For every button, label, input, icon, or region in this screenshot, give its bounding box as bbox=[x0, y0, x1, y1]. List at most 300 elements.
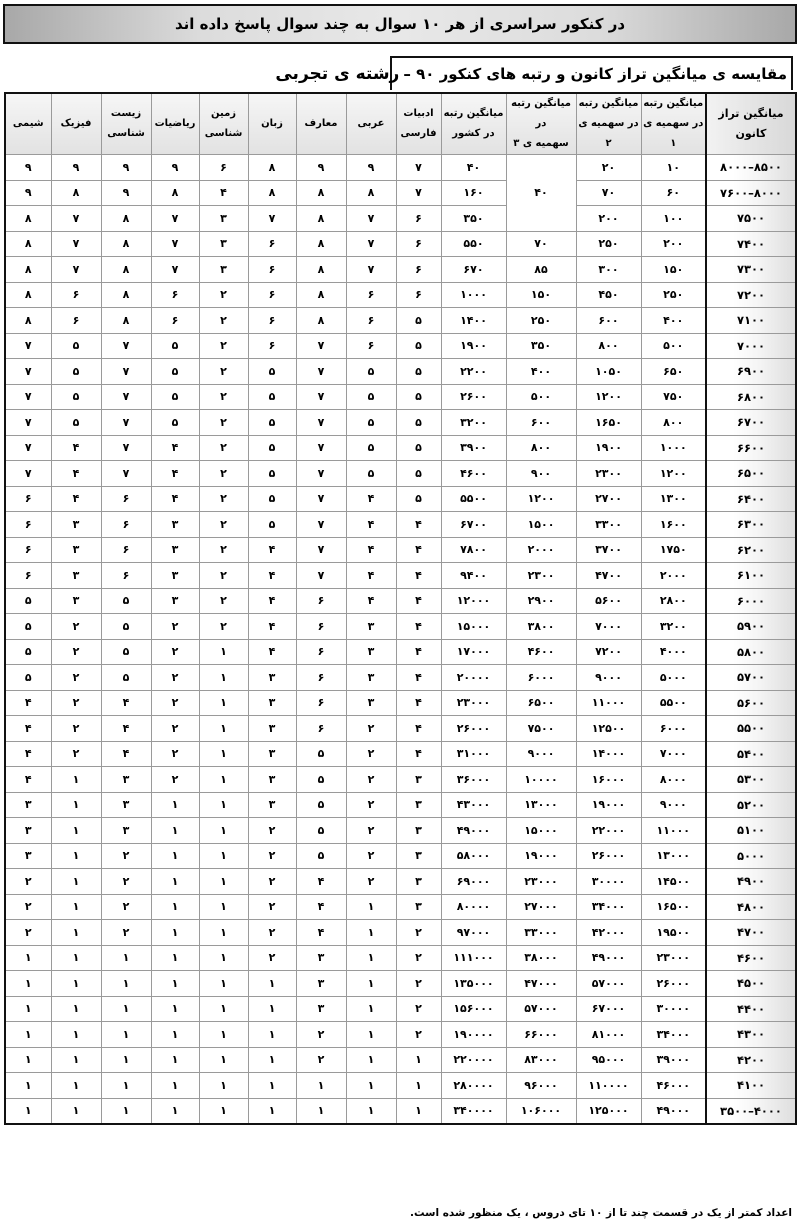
cell-value: ۳ bbox=[72, 594, 80, 608]
table-cell bbox=[5, 410, 51, 436]
table-cell bbox=[101, 231, 151, 257]
table-cell bbox=[576, 486, 641, 512]
table-cell bbox=[441, 410, 506, 436]
cell-value: ۴ bbox=[415, 568, 422, 582]
cell-value: ۳ bbox=[220, 237, 227, 251]
table-cell bbox=[248, 894, 296, 920]
table-cell bbox=[506, 1022, 576, 1048]
header-row bbox=[5, 93, 796, 155]
cell-value: ۴ bbox=[415, 543, 422, 557]
cell-value: ۲ bbox=[171, 721, 179, 735]
table-cell bbox=[101, 996, 151, 1022]
cell-value: ۴ bbox=[72, 466, 80, 480]
cell-value: ۲ bbox=[220, 517, 227, 531]
table-cell bbox=[576, 792, 641, 818]
cell-value: ۲ bbox=[268, 925, 276, 939]
table-cell bbox=[396, 1022, 441, 1048]
cell-value: ۱۳۰۰۰ bbox=[524, 798, 558, 812]
table-cell bbox=[396, 588, 441, 614]
table-cell bbox=[51, 1047, 101, 1073]
table-cell bbox=[199, 818, 248, 844]
table-cell bbox=[576, 818, 641, 844]
cell-value: ۸۳۰۰۰ bbox=[524, 1053, 558, 1067]
table-cell bbox=[396, 512, 441, 538]
column-header-line: عربی bbox=[357, 118, 385, 129]
table-cell bbox=[248, 1047, 296, 1073]
cell-value: ۱ bbox=[220, 849, 227, 863]
cell-value: ۲ bbox=[171, 747, 179, 761]
cell-value: ۴ bbox=[415, 670, 422, 684]
table-cell bbox=[506, 690, 576, 716]
table-cell bbox=[296, 231, 346, 257]
table-cell bbox=[151, 971, 199, 997]
cell-value: ۲۰ bbox=[601, 160, 616, 174]
table-cell bbox=[5, 741, 51, 767]
cell-value: ۲ bbox=[268, 823, 276, 837]
cell-value: ۱ bbox=[220, 670, 227, 684]
cell-value: ۱۳۰۰۰ bbox=[656, 849, 691, 863]
table-cell bbox=[296, 359, 346, 385]
table-cell bbox=[706, 971, 796, 997]
table-cell bbox=[199, 996, 248, 1022]
cell-value: ۳ bbox=[415, 798, 422, 812]
cell-value: ۳۰۰۰۰ bbox=[591, 874, 626, 888]
column-header bbox=[706, 93, 796, 155]
cell-value: ۵ bbox=[171, 339, 179, 353]
cell-value: ۲۰۰ bbox=[663, 237, 684, 251]
cell-value: ۲ bbox=[171, 772, 179, 786]
table-cell bbox=[101, 639, 151, 665]
table-cell bbox=[151, 843, 199, 869]
cell-value: ۱۵۰ bbox=[663, 262, 684, 276]
table-cell bbox=[396, 945, 441, 971]
cell-value: ۱ bbox=[415, 1104, 422, 1118]
cell-value: ۵ bbox=[367, 441, 375, 455]
cell-value: ۹ bbox=[24, 186, 32, 200]
table-cell bbox=[296, 512, 346, 538]
table-cell bbox=[641, 1022, 706, 1048]
cell-value: ۴ bbox=[171, 466, 179, 480]
table-cell bbox=[151, 308, 199, 334]
table-cell bbox=[346, 486, 396, 512]
table-cell bbox=[396, 741, 441, 767]
cell-value: ۷ bbox=[122, 364, 130, 378]
cell-value: ۲۶۰۰۰ bbox=[456, 721, 491, 735]
score-value: ۶۵۰۰ bbox=[736, 466, 766, 481]
cell-value: ۱ bbox=[268, 1053, 276, 1067]
cell-value: ۶ bbox=[220, 160, 227, 174]
table-cell bbox=[51, 614, 101, 640]
table-cell bbox=[199, 333, 248, 359]
cell-value: ۹ bbox=[24, 160, 32, 174]
table-cell bbox=[248, 435, 296, 461]
cell-value: ۱ bbox=[122, 1027, 130, 1041]
table-cell bbox=[199, 1098, 248, 1124]
table-cell bbox=[706, 206, 796, 232]
table-cell bbox=[576, 588, 641, 614]
table-cell bbox=[199, 435, 248, 461]
table-cell bbox=[51, 716, 101, 742]
table-cell bbox=[346, 639, 396, 665]
cell-value: ۲۰۰ bbox=[598, 211, 619, 225]
cell-value: ۶ bbox=[268, 262, 276, 276]
cell-value: ۷ bbox=[317, 492, 325, 506]
table-cell bbox=[641, 461, 706, 487]
table-cell bbox=[51, 435, 101, 461]
cell-value: ۱ bbox=[268, 1078, 276, 1092]
cell-value: ۴ bbox=[72, 492, 80, 506]
table-cell bbox=[296, 257, 346, 283]
cell-value: ۱ bbox=[220, 1002, 227, 1016]
table-cell bbox=[151, 716, 199, 742]
table-cell bbox=[506, 945, 576, 971]
table-cell bbox=[248, 741, 296, 767]
table-cell bbox=[396, 180, 441, 206]
table-cell bbox=[199, 461, 248, 487]
table-cell bbox=[199, 920, 248, 946]
score-value: ۷۵۰۰ bbox=[736, 211, 766, 226]
cell-value: ۸ bbox=[72, 186, 80, 200]
cell-value: ۶۵۰۰ bbox=[527, 696, 555, 710]
table-cell bbox=[248, 231, 296, 257]
table-cell bbox=[199, 639, 248, 665]
column-header-line: میانگین رتبه bbox=[443, 108, 504, 119]
table-cell bbox=[101, 894, 151, 920]
cell-value: ۱ bbox=[268, 1002, 276, 1016]
cell-value: ۱ bbox=[415, 1078, 422, 1092]
cell-value: ۵ bbox=[415, 466, 422, 480]
table-cell bbox=[346, 282, 396, 308]
cell-value: ۴ bbox=[268, 594, 276, 608]
cell-value: ۲ bbox=[72, 619, 80, 633]
table-cell bbox=[5, 792, 51, 818]
score-value: ۷۴۰۰ bbox=[736, 236, 766, 251]
table-cell bbox=[576, 920, 641, 946]
table-cell bbox=[441, 792, 506, 818]
cell-value: ۸۰۰۰ bbox=[659, 772, 687, 786]
cell-value: ۱ bbox=[220, 900, 227, 914]
table-cell bbox=[296, 486, 346, 512]
table-cell bbox=[248, 537, 296, 563]
table-cell bbox=[199, 971, 248, 997]
cell-value: ۶ bbox=[317, 670, 325, 684]
table-cell bbox=[248, 792, 296, 818]
table-cell bbox=[506, 384, 576, 410]
table-cell bbox=[576, 614, 641, 640]
cell-value: ۵۰۰ bbox=[663, 339, 684, 353]
cell-value: ۳ bbox=[367, 696, 375, 710]
table-cell bbox=[296, 716, 346, 742]
cell-value: ۶۰۰۰ bbox=[659, 721, 687, 735]
table-cell bbox=[346, 512, 396, 538]
cell-value: ۴ bbox=[24, 721, 32, 735]
table-cell bbox=[296, 384, 346, 410]
table-cell bbox=[151, 206, 199, 232]
cell-value: ۳ bbox=[268, 696, 276, 710]
cell-value: ۹۰۰ bbox=[530, 466, 552, 480]
score-value: ۶۹۰۰ bbox=[736, 364, 766, 379]
table-cell bbox=[248, 869, 296, 895]
table-cell bbox=[248, 716, 296, 742]
table-cell bbox=[151, 359, 199, 385]
table-row bbox=[5, 461, 796, 487]
table-row bbox=[5, 435, 796, 461]
table-cell bbox=[706, 588, 796, 614]
table-cell bbox=[706, 639, 796, 665]
table-cell bbox=[5, 563, 51, 589]
cell-value: ۸ bbox=[317, 288, 325, 302]
table-cell bbox=[506, 971, 576, 997]
cell-value: ۳ bbox=[122, 798, 130, 812]
table-cell bbox=[151, 155, 199, 181]
table-cell bbox=[296, 971, 346, 997]
table-cell bbox=[51, 665, 101, 691]
cell-value: ۲ bbox=[122, 900, 130, 914]
table-cell bbox=[248, 563, 296, 589]
cell-value: ۷ bbox=[24, 415, 32, 429]
cell-value: ۲ bbox=[72, 670, 80, 684]
cell-value: ۴۰۰ bbox=[663, 313, 684, 327]
table-cell bbox=[346, 563, 396, 589]
table-cell bbox=[199, 614, 248, 640]
table-cell bbox=[641, 206, 706, 232]
table-cell bbox=[706, 333, 796, 359]
table-cell bbox=[199, 690, 248, 716]
table-cell bbox=[151, 1073, 199, 1099]
column-header bbox=[441, 93, 506, 155]
table-row bbox=[5, 665, 796, 691]
cell-value: ۷ bbox=[317, 415, 325, 429]
table-row bbox=[5, 180, 796, 206]
table-cell bbox=[296, 410, 346, 436]
cell-value: ۸۰۰ bbox=[530, 441, 552, 455]
cell-value: ۲ bbox=[24, 874, 32, 888]
table-cell bbox=[51, 894, 101, 920]
table-cell bbox=[441, 435, 506, 461]
cell-value: ۸۰۰۰۰ bbox=[456, 900, 491, 914]
cell-value: ۸ bbox=[122, 211, 130, 225]
cell-value: ۶۹۰۰۰ bbox=[456, 874, 491, 888]
column-header-line: معارف bbox=[304, 118, 338, 129]
table-cell bbox=[51, 843, 101, 869]
cell-value: ۱ bbox=[72, 951, 80, 965]
cell-value: ۱۲۰۰ bbox=[659, 466, 687, 480]
table-row bbox=[5, 282, 796, 308]
cell-value: ۵ bbox=[268, 415, 276, 429]
table-cell bbox=[248, 410, 296, 436]
cell-value: ۷ bbox=[317, 543, 325, 557]
score-value: ۴۸۰۰ bbox=[736, 899, 766, 914]
cell-value: ۸ bbox=[122, 313, 130, 327]
table-cell bbox=[248, 1098, 296, 1124]
cell-value: ۴۵۰ bbox=[598, 288, 619, 302]
table-cell bbox=[346, 410, 396, 436]
cell-value: ۱۲۵۰۰ bbox=[591, 721, 626, 735]
table-cell bbox=[296, 1098, 346, 1124]
table-cell bbox=[346, 1022, 396, 1048]
cell-value: ۷ bbox=[317, 517, 325, 531]
table-cell bbox=[51, 639, 101, 665]
table-row bbox=[5, 1047, 796, 1073]
table-row bbox=[5, 971, 796, 997]
table-cell bbox=[576, 971, 641, 997]
cell-value: ۷ bbox=[72, 211, 80, 225]
cell-value: ۱۲۰۰۰ bbox=[456, 594, 491, 608]
table-cell bbox=[151, 282, 199, 308]
table-cell bbox=[441, 639, 506, 665]
cell-value: ۱۶۰ bbox=[463, 186, 484, 200]
table-cell bbox=[199, 1047, 248, 1073]
cell-value: ۱ bbox=[24, 1078, 32, 1092]
cell-value: ۲ bbox=[367, 747, 375, 761]
table-cell bbox=[296, 792, 346, 818]
cell-value: ۴ bbox=[171, 441, 179, 455]
table-cell bbox=[396, 614, 441, 640]
table-cell bbox=[51, 818, 101, 844]
score-value: ۶۰۰۰ bbox=[736, 593, 766, 608]
table-cell bbox=[101, 818, 151, 844]
table-cell bbox=[396, 155, 441, 181]
cell-value: ۱ bbox=[367, 1078, 375, 1092]
cell-value: ۲ bbox=[220, 492, 227, 506]
table-row bbox=[5, 333, 796, 359]
cell-value: ۹۷۰۰۰ bbox=[456, 925, 491, 939]
table-row bbox=[5, 308, 796, 334]
table-cell bbox=[199, 282, 248, 308]
cell-value: ۷ bbox=[317, 568, 325, 582]
table-cell bbox=[346, 537, 396, 563]
table-cell bbox=[51, 741, 101, 767]
cell-value: ۱ bbox=[122, 951, 130, 965]
column-header bbox=[199, 93, 248, 155]
table-row bbox=[5, 741, 796, 767]
table-cell bbox=[576, 155, 641, 181]
table-cell bbox=[441, 614, 506, 640]
cell-value: ۲ bbox=[317, 1027, 325, 1041]
cell-value: ۵۷۰۰۰ bbox=[591, 976, 626, 990]
cell-value: ۲۵۰ bbox=[663, 288, 684, 302]
table-cell bbox=[441, 486, 506, 512]
table-row bbox=[5, 537, 796, 563]
cell-value: ۱ bbox=[220, 645, 227, 659]
table-cell bbox=[641, 869, 706, 895]
cell-value: ۵ bbox=[268, 466, 276, 480]
cell-value: ۱۰۰۰ bbox=[460, 288, 487, 302]
table-cell bbox=[51, 257, 101, 283]
cell-value: ۹ bbox=[72, 160, 80, 174]
table-cell bbox=[706, 690, 796, 716]
cell-value: ۱۰۶۰۰۰ bbox=[520, 1104, 562, 1118]
cell-value: ۸ bbox=[24, 288, 32, 302]
cell-value: ۱ bbox=[367, 976, 375, 990]
cell-value: ۵ bbox=[367, 364, 375, 378]
table-cell bbox=[506, 435, 576, 461]
column-header-line: در سهمیه ی ۱ bbox=[643, 118, 704, 149]
cell-value: ۳ bbox=[367, 670, 375, 684]
table-cell bbox=[441, 155, 506, 181]
table-cell bbox=[346, 461, 396, 487]
cell-value: ۱۵۶۰۰۰ bbox=[453, 1002, 494, 1016]
table-cell bbox=[396, 410, 441, 436]
cell-value: ۷۰۰۰ bbox=[659, 747, 687, 761]
table-cell bbox=[641, 282, 706, 308]
cell-value: ۱ bbox=[268, 976, 276, 990]
table-cell bbox=[706, 614, 796, 640]
table-cell bbox=[5, 180, 51, 206]
table-cell bbox=[51, 231, 101, 257]
table-cell bbox=[151, 537, 199, 563]
table-cell bbox=[346, 155, 396, 181]
cell-value: ۱ bbox=[367, 925, 375, 939]
cell-value: ۱۹۰۰۰۰ bbox=[453, 1027, 494, 1041]
table-cell bbox=[576, 1022, 641, 1048]
table-cell bbox=[576, 1047, 641, 1073]
cell-value: ۵ bbox=[268, 517, 276, 531]
cell-value: ۷۰۰۰ bbox=[595, 619, 622, 633]
table-row bbox=[5, 792, 796, 818]
table-cell bbox=[151, 257, 199, 283]
table-cell bbox=[5, 614, 51, 640]
table-cell bbox=[296, 180, 346, 206]
table-cell bbox=[396, 308, 441, 334]
table-cell bbox=[576, 665, 641, 691]
table-cell bbox=[396, 920, 441, 946]
cell-value: ۳ bbox=[220, 211, 227, 225]
cell-value: ۱ bbox=[171, 1078, 179, 1092]
table-cell bbox=[396, 792, 441, 818]
cell-value: ۶ bbox=[268, 339, 276, 353]
table-cell bbox=[396, 537, 441, 563]
table-cell bbox=[346, 843, 396, 869]
cell-value: ۱ bbox=[367, 1027, 375, 1041]
score-value: ۴۱۰۰ bbox=[736, 1078, 766, 1093]
table-cell bbox=[346, 894, 396, 920]
table-cell bbox=[441, 843, 506, 869]
cell-value: ۴ bbox=[268, 645, 276, 659]
table-cell bbox=[51, 333, 101, 359]
cell-value: ۷ bbox=[122, 415, 130, 429]
table-cell bbox=[5, 257, 51, 283]
cell-value: ۲ bbox=[415, 925, 422, 939]
cell-value: ۷ bbox=[24, 364, 32, 378]
table-row bbox=[5, 843, 796, 869]
table-cell bbox=[248, 1073, 296, 1099]
table-cell bbox=[641, 588, 706, 614]
table-cell bbox=[51, 512, 101, 538]
table-cell bbox=[576, 359, 641, 385]
cell-value: ۶ bbox=[268, 313, 276, 327]
table-cell bbox=[101, 767, 151, 793]
cell-value: ۳ bbox=[415, 874, 422, 888]
table-cell bbox=[199, 180, 248, 206]
cell-value: ۳ bbox=[317, 951, 325, 965]
table-cell bbox=[296, 563, 346, 589]
table-cell bbox=[396, 257, 441, 283]
table-row bbox=[5, 690, 796, 716]
table-cell bbox=[151, 486, 199, 512]
cell-value: ۲ bbox=[268, 849, 276, 863]
table-cell bbox=[151, 792, 199, 818]
cell-value: ۸ bbox=[268, 160, 276, 174]
table-cell bbox=[576, 410, 641, 436]
cell-value: ۱ bbox=[171, 1002, 179, 1016]
score-value: ۷۳۰۰ bbox=[736, 262, 766, 277]
table-cell bbox=[296, 206, 346, 232]
cell-value: ۳ bbox=[268, 670, 276, 684]
table-cell bbox=[346, 308, 396, 334]
cell-value: ۳۶۰۰۰ bbox=[456, 772, 491, 786]
table-cell bbox=[506, 512, 576, 538]
